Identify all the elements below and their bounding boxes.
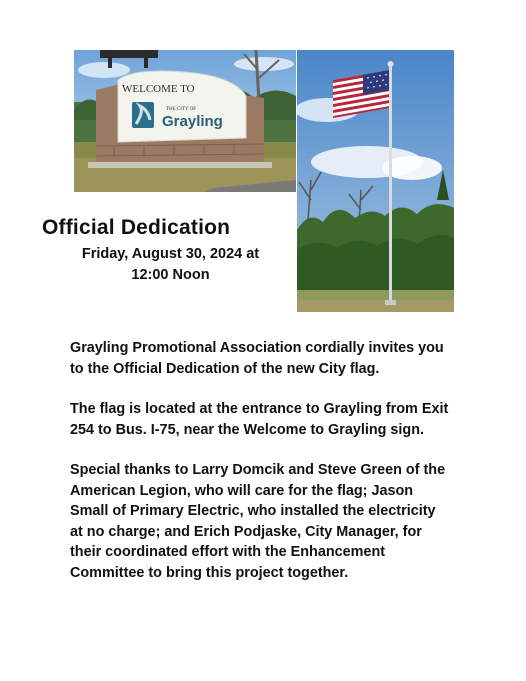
- welcome-sign-photo: [74, 50, 296, 192]
- invitation-paragraph: Grayling Promotional Association cordially invites you to the Official Dedication of the new City flag.: [70, 340, 444, 377]
- event-time-line2: 12:00 Noon: [131, 267, 210, 283]
- flagpole-photo: [297, 50, 454, 312]
- event-title: Official Dedication: [42, 216, 231, 239]
- sign-welcome-text: WELCOME TO: [122, 83, 195, 95]
- sign-grayling-text: Grayling: [162, 113, 223, 130]
- thanks-paragraph: Special thanks to Larry Domcik and Steve Green of the American Legion, who will care for the flag; Jason Small of Primary Electric, who installed the electricity at no charge; and Erich Podjaske, City Manager, for their coordinated effort with the Enhancement Committee to bring this project together.: [70, 462, 446, 581]
- sign-city-of-text: THE CITY OF: [166, 107, 197, 112]
- event-date: [58, 244, 283, 286]
- event-date-line1: Friday, August 30, 2024 at: [81, 246, 260, 262]
- body-text: [70, 338, 450, 603]
- location-paragraph: The flag is located at the entrance to Grayling from Exit 254 to Bus. I-75, near the Welcome to Grayling sign.: [70, 401, 449, 438]
